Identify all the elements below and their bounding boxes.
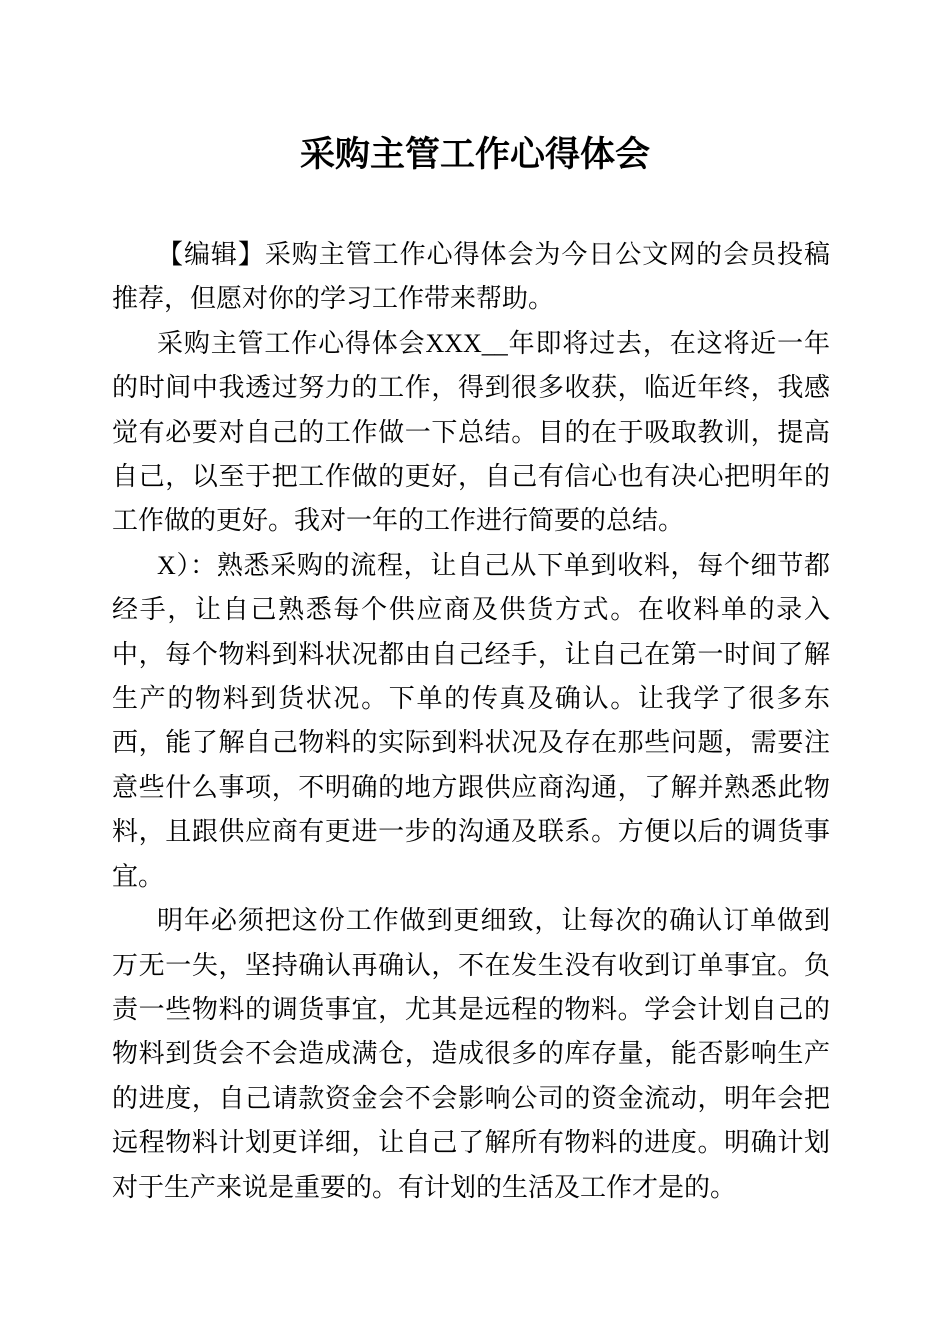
paragraph-next-year-plan: 明年必须把这份工作做到更细致，让每次的确认订单做到万无一失，坚持确认再确认，不在发生没有收到订单事宜。负责一些物料的调货事宜，尤其是远程的物料。学会计划自己的物料到货会不会造成满仓，造成很多的库存量，能否影响生产的进度，自己请款资金会不会影响公司的资金流动，明年会把远程物料计划更详细，让自己了解所有物料的进度。明确计划对于生产来说是重要的。有计划的生活及工作才是的。 — [112, 906, 830, 1202]
document-body — [112, 233, 830, 1210]
paragraph-editor-note: 【编辑】采购主管工作心得体会为今日公文网的会员投稿推荐，但愿对你的学习工作带来帮助。 — [112, 240, 830, 314]
document-title: 采购主管工作心得体会 — [299, 135, 650, 174]
paragraph-intro: 采购主管工作心得体会XXX__年即将过去，在这将近一年的时间中我透过努力的工作，得到很多收获，临近年终，我感觉有必要对自己的工作做一下总结。目的在于吸取教训，提高自己，以至于把工作做的更好，自己有信心也有决心把明年的工作做的更好。我对一年的工作进行简要的总结。 — [112, 328, 830, 536]
paragraph-procurement-process: X）：熟悉采购的流程，让自己从下单到收料，每个细节都经手，让自己熟悉每个供应商及供货方式。在收料单的录入中，每个物料到料状况都由自己经手，让自己在第一时间了解生产的物料到货状况。下单的传真及确认。让我学了很多东西，能了解自己物料的实际到料状况及存在那些问题，需要注意些什么事项，不明确的地方跟供应商沟通，了解并熟悉此物料，且跟供应商有更进一步的沟通及联系。方便以后的调货事宜。 — [112, 550, 830, 891]
